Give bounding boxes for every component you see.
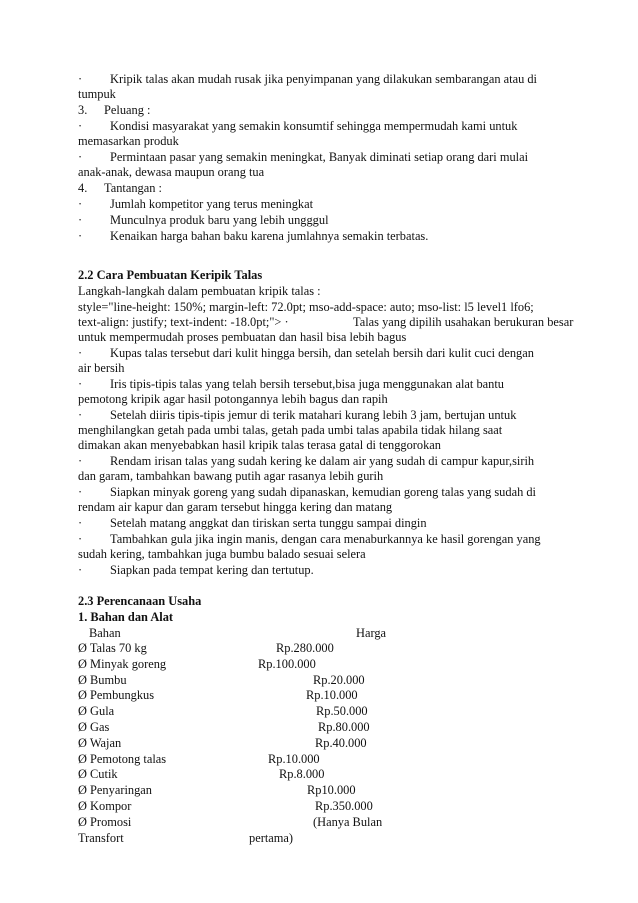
step-item-cont: dan garam, tambahkan bawang putih agar rasanya lebih gurih <box>78 469 384 483</box>
step-item-cont: rendam air kapur dan garam tersebut hingga kering dan matang <box>78 500 393 514</box>
step-item: Kupas talas tersebut dari kulit hingga bersih, dan setelah bersih dari kulit cuci dengan <box>110 346 534 360</box>
subsection-heading: 1. Bahan dan Alat <box>78 610 174 624</box>
item-price: Rp.8.000 <box>279 767 325 781</box>
item-name: Ø Minyak goreng <box>78 657 167 671</box>
list-heading: Tantangan : <box>104 181 162 195</box>
list-item: Kripik talas akan mudah rusak jika penyimpanan yang dilakukan sembarangan atau di <box>110 72 537 86</box>
step-item: Siapkan minyak goreng yang sudah dipanaskan, kemudian goreng talas yang sudah di <box>110 485 537 499</box>
step-item-cont: menghilangkan getah pada umbi talas, getah pada umbi talas apabila tidak hilang saat <box>78 423 503 437</box>
item-price: (Hanya Bulan <box>313 815 383 829</box>
column-header-harga: Harga <box>356 626 387 640</box>
paragraph: untuk mempermudah proses pembuatan dan hasil bisa lebih bagus <box>78 330 407 344</box>
item-price: Rp.100.000 <box>258 657 316 671</box>
item-name: Ø Kompor <box>78 799 132 813</box>
step-item: Tambahkan gula jika ingin manis, dengan cara menaburkannya ke hasil gorengan yang <box>110 532 541 546</box>
item-price: Rp.80.000 <box>318 720 370 734</box>
step-item: Iris tipis-tipis talas yang telah bersih tersebut,bisa juga menggunakan alat bantu <box>110 377 504 391</box>
bullet: · <box>78 485 83 499</box>
bullet: · <box>78 229 83 243</box>
bullet: · <box>78 346 83 360</box>
paragraph: text-align: justify; text-indent: -18.0pt;"> · <box>78 315 289 329</box>
item-name: Ø Gas <box>78 720 110 734</box>
list-number: 3. <box>78 103 88 117</box>
item-price: Rp.40.000 <box>315 736 367 750</box>
item-name: Ø Promosi <box>78 815 132 829</box>
item-name: Transfort <box>78 831 124 845</box>
item-name: Ø Pemotong talas <box>78 752 167 766</box>
bullet: · <box>78 516 83 530</box>
step-item: Rendam irisan talas yang sudah kering ke dalam air yang sudah di campur kapur,sirih <box>110 454 535 468</box>
item-name: Ø Talas 70 kg <box>78 641 147 655</box>
item-name: Ø Pembungkus <box>78 688 155 702</box>
list-item: Kondisi masyarakat yang semakin konsumtif sehingga mempermudah kami untuk <box>110 119 518 133</box>
bullet: · <box>78 408 83 422</box>
step-item-cont: air bersih <box>78 361 125 375</box>
section-heading: 2.3 Perencanaan Usaha <box>78 594 202 608</box>
list-number: 4. <box>78 181 88 195</box>
bullet: · <box>78 197 83 211</box>
item-price: Rp.10.000 <box>306 688 358 702</box>
bullet: · <box>78 119 83 133</box>
list-item: Munculnya produk baru yang lebih ungggul <box>110 213 329 227</box>
bullet: · <box>78 150 83 164</box>
list-item: Kenaikan harga bahan baku karena jumlahnya semakin terbatas. <box>110 229 429 243</box>
item-name: Ø Penyaringan <box>78 783 152 797</box>
step-item: Setelah matang anggkat dan tiriskan serta tunggu sampai dingin <box>110 516 427 530</box>
bullet: · <box>78 454 83 468</box>
step-item: Setelah diiris tipis-tipis jemur di terik matahari kurang lebih 3 jam, bertujan untuk <box>110 408 517 422</box>
paragraph: Langkah-langkah dalam pembuatan kripik talas : <box>78 284 321 298</box>
item-name: Ø Gula <box>78 704 115 718</box>
item-price: pertama) <box>249 831 294 845</box>
item-name: Ø Cutik <box>78 767 118 781</box>
bullet: · <box>78 72 83 86</box>
paragraph: Talas yang dipilih usahakan berukuran besar <box>353 315 574 329</box>
paragraph: style="line-height: 150%; margin-left: 72.0pt; mso-add-space: auto; mso-list: l5 level1 lfo6; <box>78 300 534 314</box>
step-item: Siapkan pada tempat kering dan tertutup. <box>110 563 314 577</box>
bullet: · <box>78 563 83 577</box>
section-heading: 2.2 Cara Pembuatan Keripik Talas <box>78 268 263 282</box>
bullet: · <box>78 532 83 546</box>
list-item-cont: memasarkan produk <box>78 134 179 148</box>
list-item-cont: anak-anak, dewasa maupun orang tua <box>78 165 265 179</box>
list-item: Permintaan pasar yang semakin meningkat, Banyak diminati setiap orang dari mulai <box>110 150 529 164</box>
item-price: Rp.50.000 <box>316 704 368 718</box>
bullet: · <box>78 213 83 227</box>
column-header-bahan: Bahan <box>89 626 121 640</box>
list-item-cont: tumpuk <box>78 87 116 101</box>
bullet: · <box>78 377 83 391</box>
step-item-cont: dimakan akan menyebabkan hasil kripik talas terasa gatal di tenggorokan <box>78 438 441 452</box>
item-price: Rp.20.000 <box>313 673 365 687</box>
item-price: Rp.280.000 <box>276 641 334 655</box>
step-item-cont: pemotong kripik agar hasil potongannya lebih bagus dan rapih <box>78 392 388 406</box>
list-heading: Peluang : <box>104 103 151 117</box>
list-item: Jumlah kompetitor yang terus meningkat <box>110 197 314 211</box>
step-item-cont: sudah kering, tambahkan juga bumbu balado sesuai selera <box>78 547 366 561</box>
item-name: Ø Wajan <box>78 736 122 750</box>
item-price: Rp.10.000 <box>268 752 320 766</box>
item-price: Rp.350.000 <box>315 799 373 813</box>
item-name: Ø Bumbu <box>78 673 127 687</box>
item-price: Rp10.000 <box>307 783 356 797</box>
